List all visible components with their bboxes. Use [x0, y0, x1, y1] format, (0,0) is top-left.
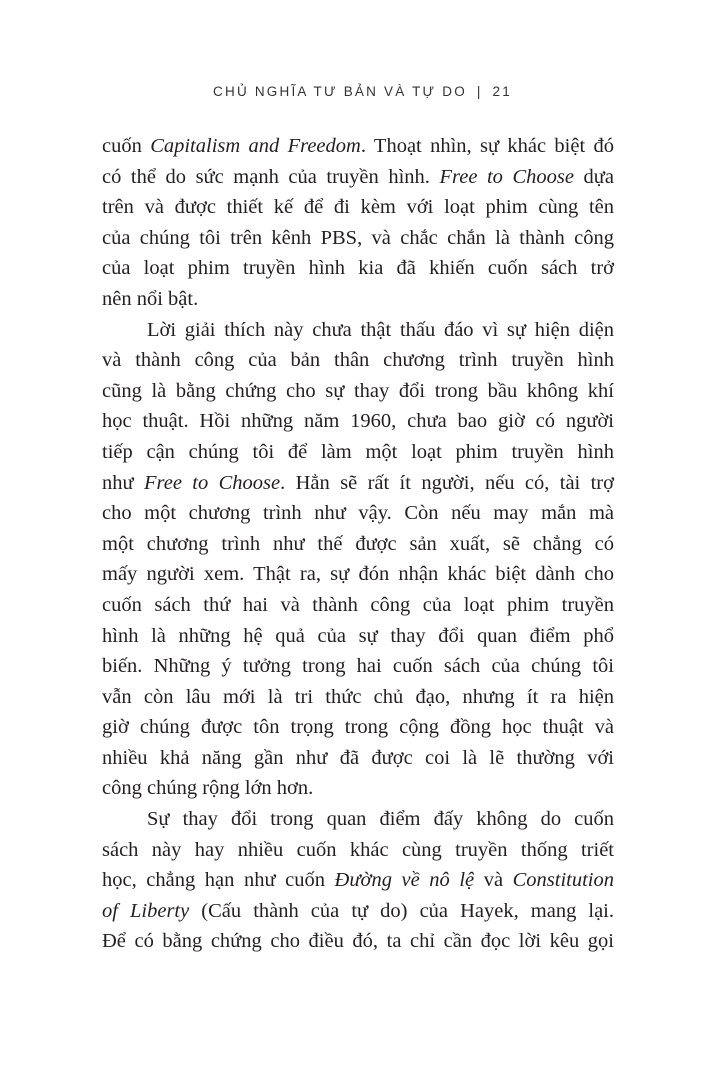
text-line: [102, 804, 614, 835]
text-run: nên nổi bật.: [102, 287, 199, 310]
text-line: [102, 131, 614, 162]
text-line: [102, 590, 614, 621]
text-line: [102, 743, 614, 774]
text-run: giờ chúng được tôn trọng trong cộng đồng học thuật và: [102, 716, 614, 739]
text-run: Sự thay đổi trong quan điểm đấy không do cuốn: [147, 808, 614, 831]
text-line: [102, 468, 614, 499]
italic-title: Free to Choose: [143, 471, 281, 494]
text-run: và: [474, 869, 513, 892]
text-run: có thể do sức mạnh của truyền hình.: [102, 165, 440, 188]
text-run: tiếp cận chúng tôi để làm một loạt phim truyền hình: [102, 440, 614, 463]
text-run: học, chẳng hạn như cuốn: [102, 869, 335, 892]
text-run: của chúng tôi trên kênh PBS, và chắc chắn là thành công: [102, 226, 614, 249]
text-line: [102, 284, 614, 315]
text-run: dựa: [573, 165, 615, 188]
text-run: học thuật. Hồi những năm 1960, chưa bao giờ có người: [102, 410, 614, 433]
text-run: trên và được thiết kế để đi kèm với loạt phim cùng tên: [102, 196, 614, 219]
text-run: cũng là bằng chứng cho sự thay đổi trong bầu không khí: [102, 379, 614, 402]
italic-title: Constitution: [512, 869, 614, 892]
text-run: của loạt phim truyền hình kia đã khiến cuốn sách trở: [102, 257, 614, 280]
text-line: [102, 559, 614, 590]
text-run: và thành công của bản thân chương trình truyền hình: [102, 349, 614, 372]
text-line: [102, 406, 614, 437]
text-line: [102, 529, 614, 560]
page-number: 21: [492, 84, 512, 99]
text-run: biến. Những ý tưởng trong hai cuốn sách của chúng tôi: [102, 655, 614, 678]
text-line: [102, 865, 614, 896]
text-run: vẫn còn lâu mới là tri thức chủ đạo, nhưng ít ra hiện: [102, 685, 614, 708]
text-run: cuốn: [102, 135, 151, 157]
text-run: cho một chương trình như vậy. Còn nếu may mắn mà: [102, 502, 614, 525]
text-run: một chương trình như thế được sản xuất, sẽ chẳng có: [102, 532, 614, 555]
text-run: . Thoạt nhìn, sự khác biệt đó: [360, 135, 615, 157]
text-run: như: [102, 471, 144, 494]
text-run: Để có bằng chứng cho điều đó, ta chỉ cần đọc lời kêu gọi: [102, 930, 614, 953]
text-run: hình là những hệ quả của sự thay đổi quan điểm phổ: [102, 624, 614, 647]
italic-title: Đường về nô lệ: [334, 869, 475, 892]
body-text: [102, 131, 614, 957]
text-run: Lời giải thích này chưa thật thấu đáo vì sự hiện diện: [147, 318, 614, 341]
text-run: (Cấu thành của tự do) của Hayek, mang lại.: [189, 899, 614, 922]
text-line: [102, 896, 614, 927]
text-line: [102, 437, 614, 468]
running-header: [0, 84, 725, 99]
text-run: công chúng rộng lớn hơn.: [102, 777, 314, 800]
text-run: sách này hay nhiều cuốn khác cùng truyền thống triết: [102, 838, 614, 861]
text-run: nhiều khả năng gần như đã được coi là lẽ thường với: [102, 746, 614, 769]
text-line: [102, 651, 614, 682]
text-run: mấy người xem. Thật ra, sự đón nhận khác biệt dành cho: [102, 563, 614, 586]
text-line: [102, 682, 614, 713]
text-line: [102, 376, 614, 407]
text-line: [102, 926, 614, 957]
text-line: [102, 498, 614, 529]
text-line: [102, 253, 614, 284]
header-separator: |: [476, 84, 483, 99]
text-line: [102, 345, 614, 376]
text-line: [102, 192, 614, 223]
italic-title: Free to Choose: [439, 165, 574, 188]
text-run: . Hẳn sẽ rất ít người, nếu có, tài trợ: [280, 471, 614, 494]
italic-title: Capitalism and Freedom: [150, 135, 361, 157]
italic-title: of Liberty: [102, 899, 190, 922]
text-line: [102, 223, 614, 254]
text-line: [102, 773, 614, 804]
text-line: [102, 712, 614, 743]
text-line: [102, 621, 614, 652]
text-line: [102, 835, 614, 866]
text-run: cuốn sách thứ hai và thành công của loạt phim truyền: [102, 593, 614, 616]
running-title: CHỦ NGHĨA TƯ BẢN VÀ TỰ DO: [213, 84, 467, 99]
text-line: [102, 162, 614, 193]
text-line: [102, 315, 614, 346]
